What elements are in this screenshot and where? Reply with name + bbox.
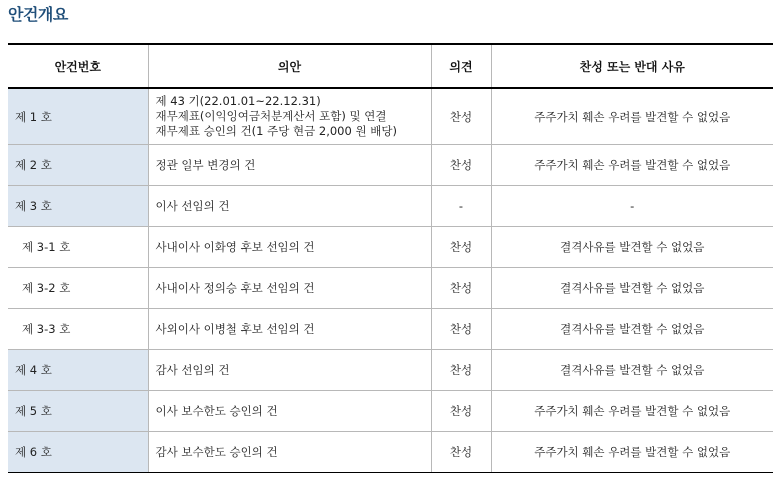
table-row (8, 268, 773, 309)
table-row (8, 186, 773, 227)
table-header-row (8, 44, 773, 88)
opinion-cell: - (431, 186, 491, 227)
agenda-cell: 사내이사 이화영 후보 선임의 건 (148, 227, 431, 268)
opinion-cell: 찬성 (431, 309, 491, 350)
agenda-number-cell: 제 3-3 호 (8, 309, 148, 350)
agenda-cell: 이사 보수한도 승인의 건 (148, 391, 431, 432)
reason-cell: - (491, 186, 773, 227)
reason-cell: 주주가치 훼손 우려를 발견할 수 없었음 (491, 432, 773, 473)
agenda-number-cell: 제 5 호 (8, 391, 148, 432)
agenda-line: 재무제표 승인의 건(1 주당 현금 2,000 원 배당) (155, 124, 397, 138)
reason-cell: 결격사유를 발견할 수 없었음 (491, 309, 773, 350)
reason-cell: 결격사유를 발견할 수 없었음 (491, 268, 773, 309)
table-row (8, 432, 773, 473)
agenda-cell (148, 88, 431, 145)
table-row (8, 227, 773, 268)
agenda-number-cell: 제 3-1 호 (8, 227, 148, 268)
header-reason: 찬성 또는 반대 사유 (491, 44, 773, 88)
agenda-cell: 감사 보수한도 승인의 건 (148, 432, 431, 473)
agenda-number-cell: 제 3-2 호 (8, 268, 148, 309)
table-row (8, 309, 773, 350)
header-agenda: 의안 (148, 44, 431, 88)
reason-cell: 주주가치 훼손 우려를 발견할 수 없었음 (491, 145, 773, 186)
table-row (8, 88, 773, 145)
table-row (8, 350, 773, 391)
agenda-number-cell: 제 1 호 (8, 88, 148, 145)
section-title: 안건개요 (8, 5, 68, 24)
agenda-number-cell: 제 3 호 (8, 186, 148, 227)
header-opinion: 의견 (431, 44, 491, 88)
agenda-cell: 사외이사 이병철 후보 선임의 건 (148, 309, 431, 350)
opinion-cell: 찬성 (431, 145, 491, 186)
agenda-table (8, 43, 773, 473)
opinion-cell: 찬성 (431, 391, 491, 432)
table-row (8, 391, 773, 432)
opinion-cell: 찬성 (431, 227, 491, 268)
reason-cell: 주주가치 훼손 우려를 발견할 수 없었음 (491, 391, 773, 432)
agenda-cell: 이사 선임의 건 (148, 186, 431, 227)
agenda-line: 재무제표(이익잉여금처분계산서 포함) 및 연결 (155, 109, 387, 123)
table-row (8, 145, 773, 186)
reason-cell: 결격사유를 발견할 수 없었음 (491, 350, 773, 391)
opinion-cell: 찬성 (431, 88, 491, 145)
agenda-number-cell: 제 4 호 (8, 350, 148, 391)
opinion-cell: 찬성 (431, 268, 491, 309)
reason-cell: 결격사유를 발견할 수 없었음 (491, 227, 773, 268)
agenda-cell: 정관 일부 변경의 건 (148, 145, 431, 186)
opinion-cell: 찬성 (431, 350, 491, 391)
agenda-number-cell: 제 6 호 (8, 432, 148, 473)
reason-cell: 주주가치 훼손 우려를 발견할 수 없었음 (491, 88, 773, 145)
agenda-cell: 감사 선임의 건 (148, 350, 431, 391)
agenda-number-cell: 제 2 호 (8, 145, 148, 186)
opinion-cell: 찬성 (431, 432, 491, 473)
header-agenda-number: 안건번호 (8, 44, 148, 88)
agenda-cell: 사내이사 정의승 후보 선임의 건 (148, 268, 431, 309)
agenda-line: 제 43 기(22.01.01~22.12.31) (155, 94, 321, 108)
